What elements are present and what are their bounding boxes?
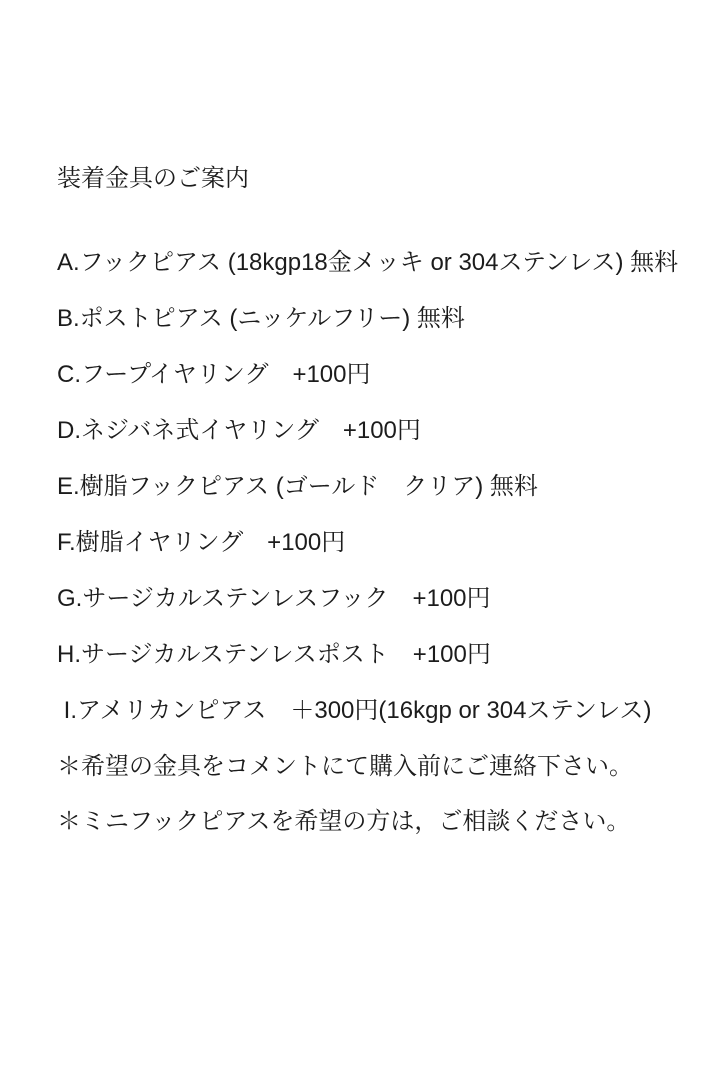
fitting-option-d: D.ネジバネ式イヤリング +100円 xyxy=(57,417,421,444)
fitting-option-b: B.ポストピアス (ニッケルフリー) 無料 xyxy=(57,305,465,332)
fitting-option-i: I.アメリカンピアス ＋300円(16kgp or 304ステンレス) xyxy=(57,697,652,724)
note-mini-hook-consult: ＊ミニフックピアスを希望の方は，ご相談ください。 xyxy=(57,808,631,835)
page-title: 装着金具のご案内 xyxy=(57,165,249,192)
notes-section xyxy=(57,753,718,835)
fitting-option-a: A.フックピアス (18kgp18金メッキ or 304ステンレス) 無料 xyxy=(57,249,679,276)
fitting-option-f: F.樹脂イヤリング +100円 xyxy=(57,529,346,556)
note-contact-before-purchase: ＊希望の金具をコメントにて購入前にご連絡下さい。 xyxy=(57,753,633,780)
fitting-option-h: H.サージカルステンレスポスト +100円 xyxy=(57,641,491,668)
fitting-options-list xyxy=(57,249,718,724)
fitting-option-e: E.樹脂フックピアス (ゴールド クリア) 無料 xyxy=(57,473,538,500)
fitting-option-g: G.サージカルステンレスフック +100円 xyxy=(57,585,491,612)
fitting-option-c: C.フープイヤリング +100円 xyxy=(57,361,371,388)
